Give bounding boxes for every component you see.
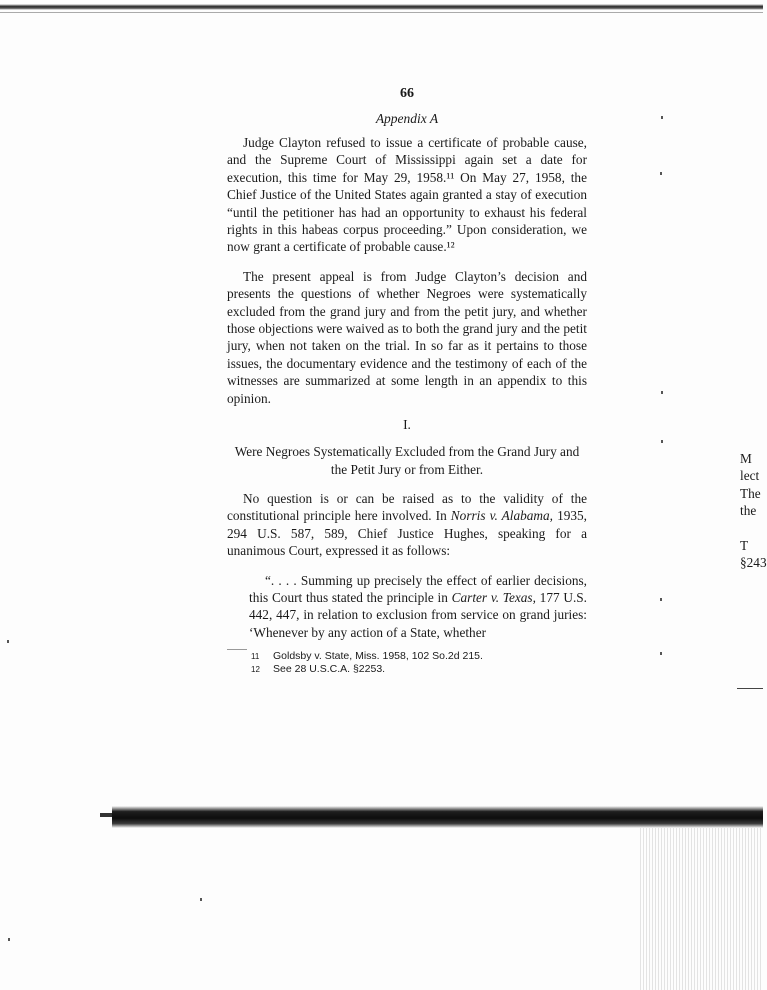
next-page-fragment: The [740,485,761,501]
document-page [227,86,587,676]
footnote-11 [251,650,587,663]
scan-top-edge-line [0,12,763,13]
scan-top-edge [0,4,763,10]
footnote-mark: 11 [251,652,260,662]
next-page-fragment: M [740,451,752,466]
paragraph-certificate: Judge Clayton refused to issue a certificate of probable cause, and the Supreme Court of Mississippi again set a date for execution, this time for May 29, 1958.¹¹ On May 27, 1958, the Chief Justice of the United States again granted a stay of execution “until the petitioner has had an opportunity to exhaust his federal rights in this habeas corpus proceeding.” Upon consideration, we now grant a certificate of probable cause.¹² [227,135,587,255]
next-page-footnote-rule [737,688,763,689]
scan-speck [8,938,10,941]
scan-speck [661,391,663,394]
scan-speck [661,116,663,119]
case-citation-carter: Carter v. Texas, [451,589,536,605]
scan-speck [660,652,662,655]
running-head: Appendix A [375,111,439,126]
scan-speck [200,898,202,901]
scan-speck [7,640,9,643]
section-numeral: I. [403,417,411,433]
case-citation-norris: Norris v. Alabama, [450,508,553,524]
paragraph-present-appeal: The present appeal is from Judge Clayton’s decision and presents the questions of whether Negroes were systematically excluded from the grand jury and from the petit jury, and whether those objections were waived as to both the grand jury and the petit jury, when not taken on the trial. In so far as it pertains to those issues, the documentary evidence and the testimony of each of the witnesses are summarized at some length in an appendix to this opinion. [227,268,587,406]
scan-speck [660,172,662,175]
next-page-fragment: §243 [740,555,767,571]
quote-text-part: 177 U.S. 442, 447, in relation to exclusion from service on grand juries: ‘Whenever by any action of a State, whether [249,589,587,640]
next-page-fragment: lect [740,468,760,484]
next-page-fragment [740,520,763,537]
paragraph-text-part: No question is or can be raised as to the validity of the constitutional principle here involved. In [227,490,587,524]
scan-speck [661,440,663,443]
page-number: 66 [400,86,414,101]
footnote-text: See 28 U.S.C.A. §2253. [273,663,386,676]
next-page-fragment: the [740,503,757,519]
block-quote [249,572,587,642]
footnote-rule [227,649,247,650]
scan-noise [640,828,763,990]
next-page-edge [740,450,767,572]
footnote-mark: 12 [251,665,260,675]
scan-speck [660,598,662,601]
footnote-12 [251,663,587,676]
paragraph-no-question [227,490,587,560]
footnote-text: Goldsby v. State, Miss. 1958, 102 So.2d 215. [273,650,483,663]
scan-bottom-edge [112,806,763,828]
next-page-fragment: T [740,537,749,553]
section-heading: Were Negroes Systematically Excluded from the Grand Jury and the Petit Jury or from Either. [234,444,580,477]
quote-text-part: “. . . . Summing up precisely the effect of earlier decisions, this Court thus stated the principle in [249,572,587,605]
paragraph-text-part: 1935, 294 U.S. 587, 589, Chief Justice Hughes, speaking for a unanimous Court, expressed it as follows: [227,508,587,559]
